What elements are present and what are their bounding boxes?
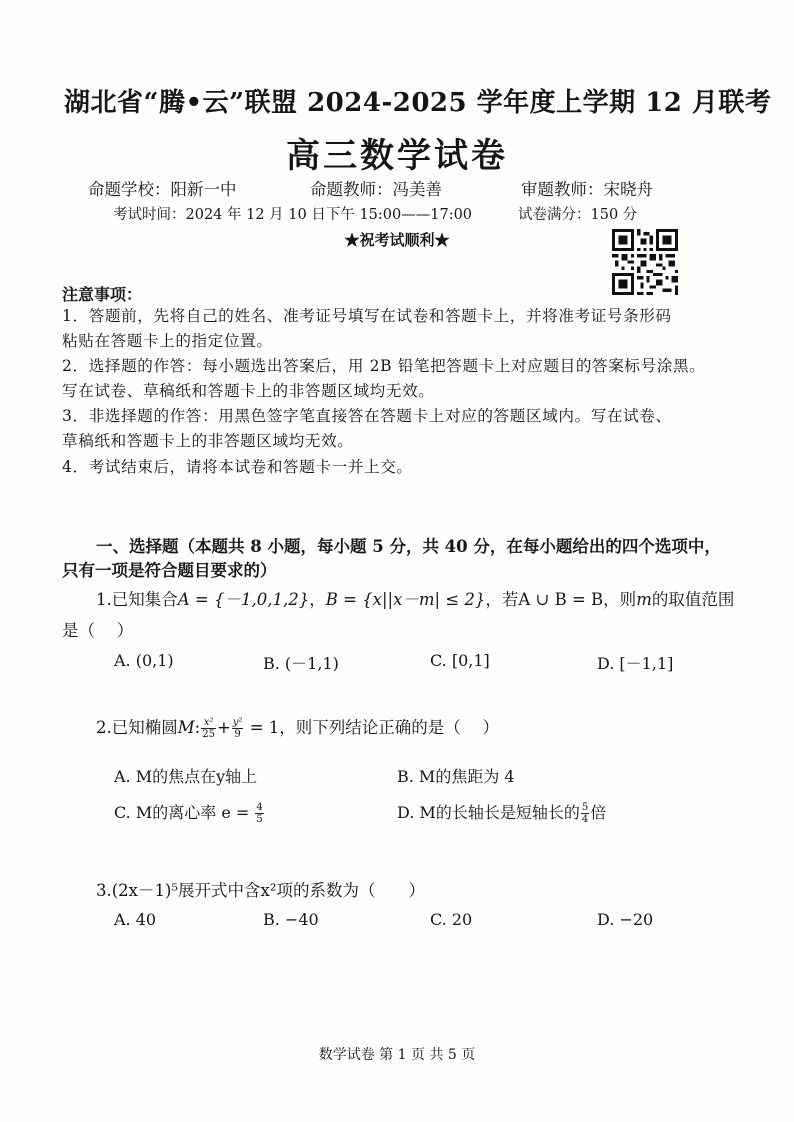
q2-fraction-x: $\frac{\text{x²}}{25}$ [202, 717, 215, 740]
q1-condition: ，若A ∪ B = B，则 [485, 590, 637, 609]
q1-option-d: D. [－1,1] [597, 654, 674, 673]
section-heading: 一、选择题（本题共 8 小题，每小题 5 分，共 40 分，在每小题给出的四个选项中， [96, 537, 721, 556]
q2-equals: = 1 [244, 718, 280, 737]
q1-option-b: B. (－1,1) [263, 654, 339, 673]
q1-option-a: A. (0,1) [114, 651, 174, 670]
q2-fraction-y: $\frac{\text{y²}}{9}$ [232, 717, 243, 740]
question-2-stem: 2.已知椭圆M: $\frac{\text{x²}}{25}$ + $\frac{\text{y²}}{9}$ = 1，则下列结论正确的是（ ） [96, 717, 500, 740]
q1-set-a: A = {－1,0,1,2} [177, 590, 310, 609]
reviewing-teacher: 审题教师：宋晓舟 [521, 180, 653, 199]
q3-option-b: B. −40 [263, 910, 319, 929]
q1-var-m: m [636, 590, 652, 609]
notice-line: 1．答题前，先将自己的姓名、准考证号填写在试卷和答题卡上，并将准考证号条形码 [62, 307, 672, 325]
section-heading-cont: 只有一项是符合题目要求的） [62, 561, 277, 580]
notice-line: 草稿纸和答题卡上的非答题区域均无效。 [62, 432, 354, 450]
question-3-stem: 3.(2x－1)⁵展开式中含x²项的系数为（ ） [96, 881, 425, 900]
question-1-stem-cont: 是（ ） [62, 621, 134, 640]
blessing-text: ★祝考试顺利★ [344, 231, 450, 249]
notice-title: 注意事项： [62, 285, 143, 304]
q1-tail: 的取值范围 [651, 590, 735, 609]
notice-line: 4．考试结束后，请将本试卷和答题卡一并上交。 [62, 458, 413, 476]
q2-option-a: A. M的焦点在y轴上 [114, 767, 258, 786]
notice-line: 2．选择题的作答：每小题选出答案后，用 2B 铅笔把答题卡上对应题目的答案标号涂黑。 [62, 357, 706, 375]
notice-line: 粘贴在答题卡上的指定位置。 [62, 332, 273, 350]
exam-union-title: 湖北省“腾•云”联盟 2024-2025 学年度上学期 12 月联考 [64, 88, 772, 118]
q2-prefix: 2.已知椭圆 [96, 718, 178, 737]
q3-option-a: A. 40 [114, 910, 157, 929]
q3-option-c: C. 20 [430, 910, 473, 929]
proposing-school: 命题学校：阳新一中 [88, 180, 237, 199]
page-footer: 数学试卷 第 1 页 共 5 页 [318, 1047, 476, 1063]
question-1-stem: 1.已知集合A = {－1,0,1,2}，B = {x||x－m| ≤ 2}，若A ∪ B = B，则m的取值范围 [96, 590, 735, 609]
q1-set-b: B = {x||x－m| ≤ 2} [325, 590, 486, 609]
q2-option-d: D. M的长轴长是短轴长的 $\frac{5}{4}$ 倍 [397, 802, 607, 825]
q2-var-m: M [177, 718, 195, 737]
notice-line: 写在试卷、草稿纸和答题卡上的非答题区域均无效。 [62, 382, 435, 400]
q2-option-b: B. M的焦距为 4 [397, 767, 515, 786]
q2-option-c: C. M的离心率 e = $\frac{4}{5}$ [114, 802, 263, 825]
exam-subject-title: 高三数学试卷 [286, 136, 508, 176]
q1-option-c: C. [0,1] [430, 651, 490, 670]
proposing-teacher: 命题教师：冯美善 [310, 180, 442, 199]
notice-line: 3．非选择题的作答：用黑色签字笔直接答在答题卡上对应的答题区域内。写在试卷、 [62, 407, 672, 425]
full-score: 试卷满分：150 分 [518, 207, 638, 223]
exam-time: 考试时间：2024 年 12 月 10 日下午 15:00——17:00 [113, 207, 473, 223]
q3-option-d: D. −20 [597, 910, 654, 929]
qr-code-icon [612, 229, 678, 295]
q1-prefix: 1.已知集合 [96, 590, 178, 609]
q2-suffix: ，则下列结论正确的是（ ） [279, 718, 500, 737]
